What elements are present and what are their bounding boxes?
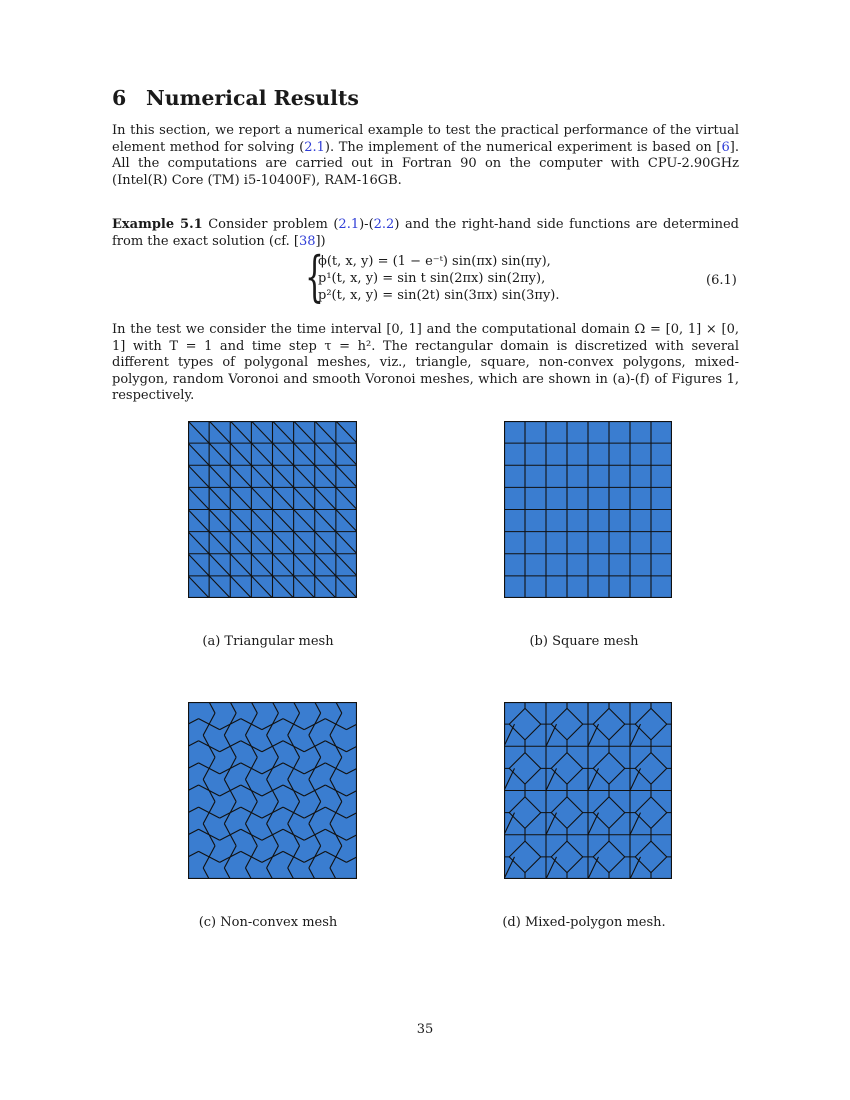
equation-number: (6.1) xyxy=(706,273,737,288)
example-text-1: Consider problem ( xyxy=(202,217,339,232)
equation-line-3: p²(t, x, y) = sin(2t) sin(3πx) sin(3πy). xyxy=(318,288,560,303)
intro-text-2: ). The implement of the numerical experiment is based on [ xyxy=(324,139,722,155)
section-heading xyxy=(112,86,359,110)
eq-ref-2-1b[interactable]: 2.1 xyxy=(338,217,360,232)
square-mesh-figure xyxy=(504,421,672,598)
example-text-3: ) and the right-hand side functions are determined from the exact solution (cf. [ xyxy=(112,217,739,249)
caption-b: (b) Square mesh xyxy=(529,634,639,649)
caption-d: (d) Mixed-polygon mesh. xyxy=(502,915,666,930)
test-paragraph: In the test we consider the time interval [0, 1] and the computational domain Ω = [0, 1] × [0, 1] with T = 1 and time step τ = h². The rectangular domain is discretized with several different types of polygonal meshes, viz., triangle, square, non-convex polygons, mixed-polygon, random Voronoi and smooth Voronoi meshes, which are shown in (a)-(f) of Figures 1, respectively. xyxy=(112,322,739,403)
cite-ref-38[interactable]: 38 xyxy=(298,233,316,249)
intro-paragraph xyxy=(112,123,739,189)
section-number: 6 xyxy=(112,86,127,110)
example-paragraph xyxy=(112,217,739,250)
intro-text-3: ]. All the computations are carried out in Fortran 90 on the computer with CPU-2.90GHz (Intel(R) Core (TM) i5-10400F), RAM-16GB. xyxy=(112,139,739,188)
eq-ref-2-2[interactable]: 2.2 xyxy=(373,217,395,232)
caption-a: (a) Triangular mesh xyxy=(202,634,334,649)
example-text-2: )-( xyxy=(359,217,374,232)
mixed-polygon-mesh-figure xyxy=(504,702,672,879)
caption-c: (c) Non-convex mesh xyxy=(198,915,338,930)
example-label: Example 5.1 xyxy=(112,217,203,232)
triangular-mesh-figure xyxy=(188,421,357,598)
equation-brace: { xyxy=(305,245,324,308)
equation-block xyxy=(318,253,560,304)
cite-ref-6[interactable]: 6 xyxy=(721,139,730,155)
section-title: Numerical Results xyxy=(146,86,359,110)
equation-line-1: ϕ(t, x, y) = (1 − e⁻ᵗ) sin(πx) sin(πy), xyxy=(318,254,551,269)
example-text-4: ]) xyxy=(315,233,326,249)
page-number: 35 xyxy=(416,1022,434,1037)
non-convex-mesh-figure xyxy=(188,702,357,879)
equation-line-2: p¹(t, x, y) = sin t sin(2πx) sin(2πy), xyxy=(318,271,546,286)
eq-ref-2-1[interactable]: 2.1 xyxy=(304,139,325,155)
intro-text-1: In this section, we report a numerical example to test the practical performance of the virtual element method for solving ( xyxy=(112,123,739,155)
